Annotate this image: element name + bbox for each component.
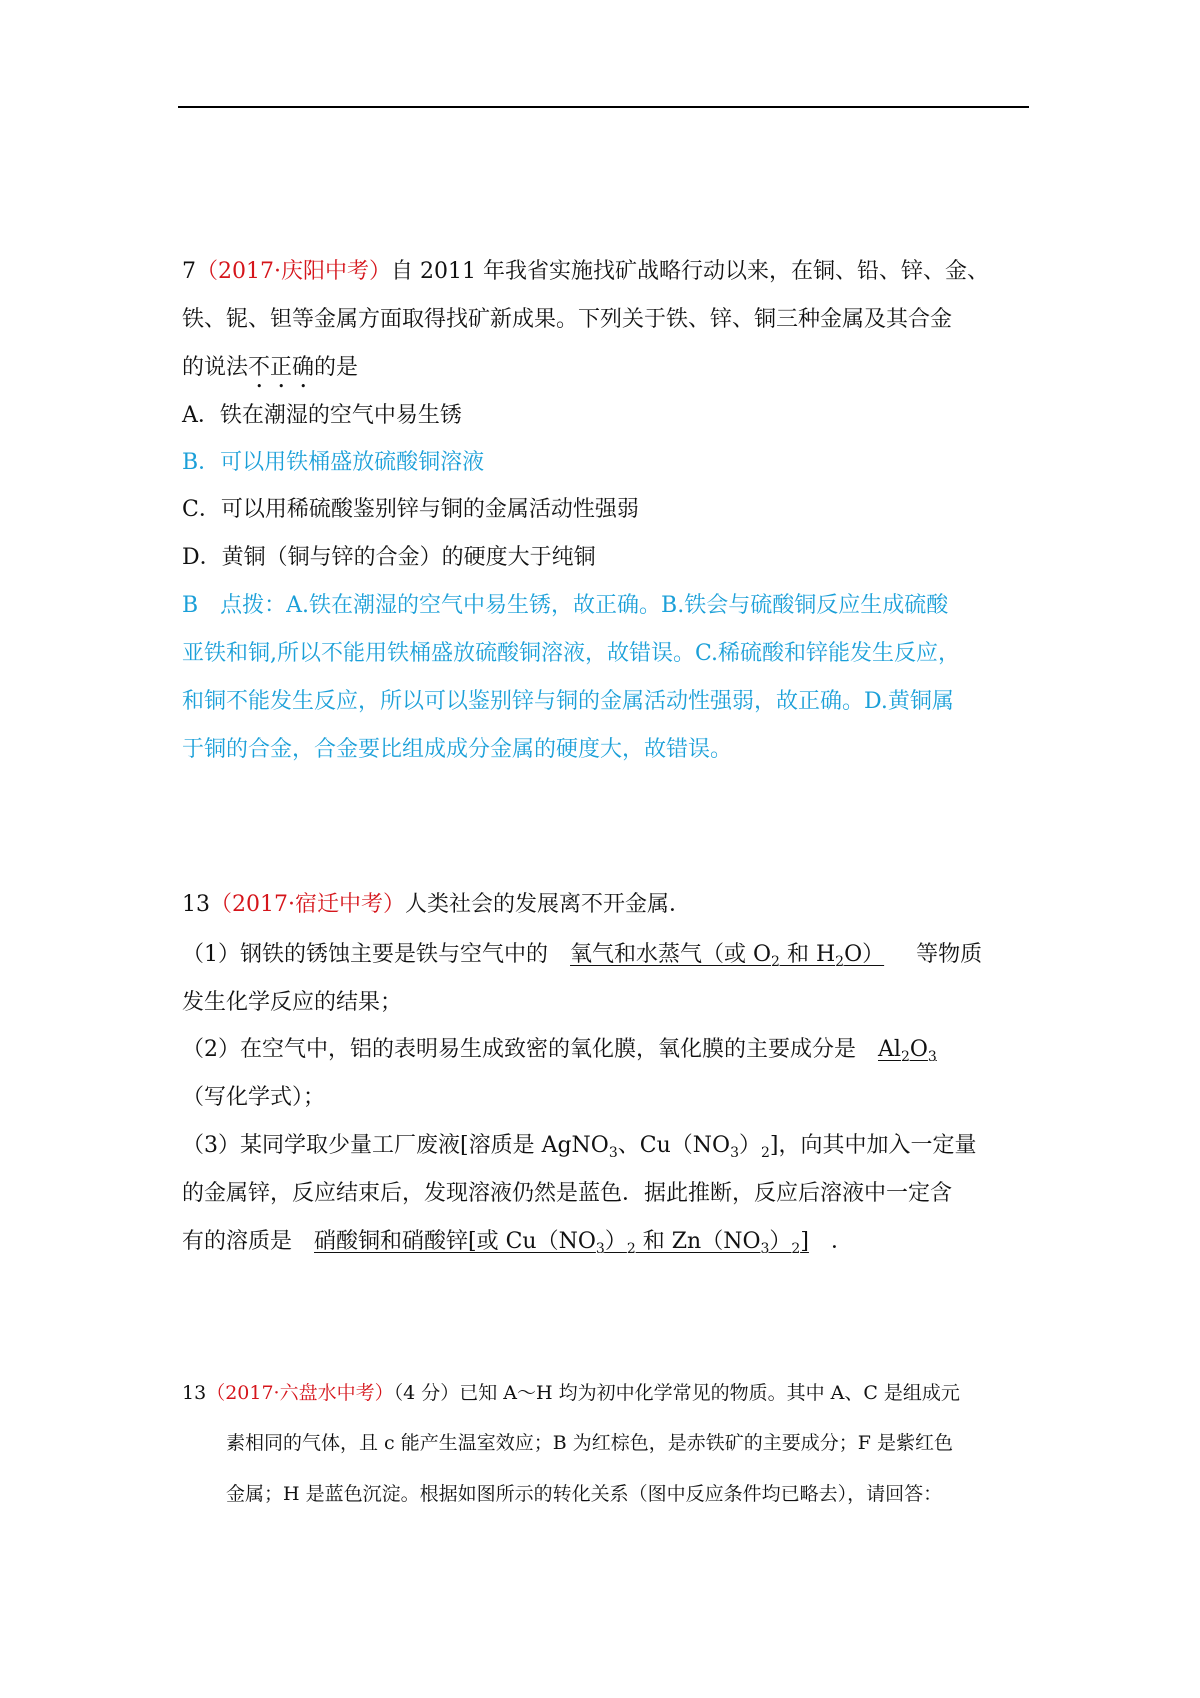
q7-option-a: A．铁在潮湿的空气中易生锈: [182, 403, 462, 428]
q13a-part2-line2: （写化学式）；: [182, 1085, 326, 1110]
q13a-part1-line2: 发生化学反应的结果；: [182, 990, 403, 1015]
q13a-p3-end: ．: [830, 1229, 853, 1254]
q13a-part3-line3: [182, 1224, 853, 1255]
q7-stem-line-3: [182, 350, 358, 393]
q13a-part3-line2: 的金属锌，反应结束后，发现溶液仍然是蓝色．据此推断，反应后溶液中一定含: [182, 1181, 953, 1206]
q13a-p1-post: 等物质: [916, 942, 983, 967]
q13a-p2-pre: （2）在空气中，铝的表明易生成致密的氧化膜，氧化膜的主要成分是: [182, 1037, 856, 1062]
q13b-stem-line-3: 金属；H 是蓝色沉淀。根据如图所示的转化关系（图中反应条件均已略去），请回答：: [226, 1483, 943, 1505]
q7-analysis-2: 亚铁和铜,所以不能用铁桶盛放硫酸铜溶液，故错误。C.稀硫酸和锌能发生反应，: [182, 641, 961, 666]
q7-analysis-1: B 点拨：A.铁在潮湿的空气中易生锈，故正确。B.铁会与硫酸铜反应生成硫酸: [182, 593, 949, 618]
q13b-stem-line-2: 素相同的气体，且 c 能产生温室效应；B 为红棕色，是赤铁矿的主要成分；F 是紫红色: [226, 1432, 953, 1454]
q7-option-c: C．可以用稀硫酸鉴别锌与铜的金属活动性强弱: [182, 497, 639, 522]
q7-stem-line-2: 铁、铌、钽等金属方面取得找矿新成果。下列关于铁、锌、铜三种金属及其合金: [182, 307, 953, 332]
q7-source: （2017·庆阳中考）: [196, 259, 391, 284]
q13b-source: （2017·六盘水中考）: [206, 1382, 394, 1404]
q13a-p2-answer: $Al_2O_3$: [878, 1037, 937, 1065]
q7-stem-3c: 的是: [314, 355, 359, 380]
q7-number: 7: [182, 259, 196, 284]
q13a-stem-text: 人类社会的发展离不开金属．: [404, 892, 691, 917]
q13b-number: 13: [182, 1382, 207, 1404]
q13a-source: （2017·宿迁中考）: [210, 892, 405, 917]
q7-stem-3a: 的说法: [182, 355, 249, 380]
q13a-p3-pre: 有的溶质是: [182, 1229, 293, 1254]
q13a-part2-line1: [182, 1032, 937, 1063]
q13a-p3-answer: 硝酸铜和硝酸锌[或 $Cu(NO_3)_2$ 和 $Zn(NO_3)_2$]: [314, 1229, 809, 1257]
q7-option-b: B．可以用铁桶盛放硫酸铜溶液: [182, 450, 485, 475]
q7-analysis-4: 于铜的合金，合金要比组成成分金属的硬度大，故错误。: [182, 737, 733, 762]
q13a-stem: [182, 887, 691, 918]
q7-stem-line-1: [182, 254, 989, 285]
q13b-stem-1: （4 分）已知 A～H 均为初中化学常见的物质。其中 A、C 是组成元: [393, 1382, 960, 1404]
q13a-number: 13: [182, 892, 210, 917]
q13a-p1-pre: （1）钢铁的锈蚀主要是铁与空气中的: [182, 942, 548, 967]
header-rule: [178, 106, 1029, 108]
q7-analysis-3: 和铜不能发生反应，所以可以鉴别锌与铜的金属活动性强弱，故正确。D.黄铜属: [182, 689, 954, 714]
q7-stem-1: 自 2011 年我省实施找矿战略行动以来，在铜、铅、锌、金、: [390, 259, 989, 284]
q13a-part1-line1: [182, 937, 982, 968]
q7-emphasis: 不正确: [248, 355, 315, 380]
q13b-stem-line-1: [182, 1378, 960, 1405]
q13a-p1-answer: 氧气和水蒸气（或 $O_2$ 和 $H_2O$）: [570, 942, 885, 970]
q7-option-d: D．黄铜（铜与锌的合金）的硬度大于纯铜: [182, 545, 596, 570]
q13a-part3-line1: （3）某同学取少量工厂废液[溶质是 AgNO$_3$、$Cu(NO_3)_2$]，向其中加入一定量: [182, 1133, 977, 1161]
